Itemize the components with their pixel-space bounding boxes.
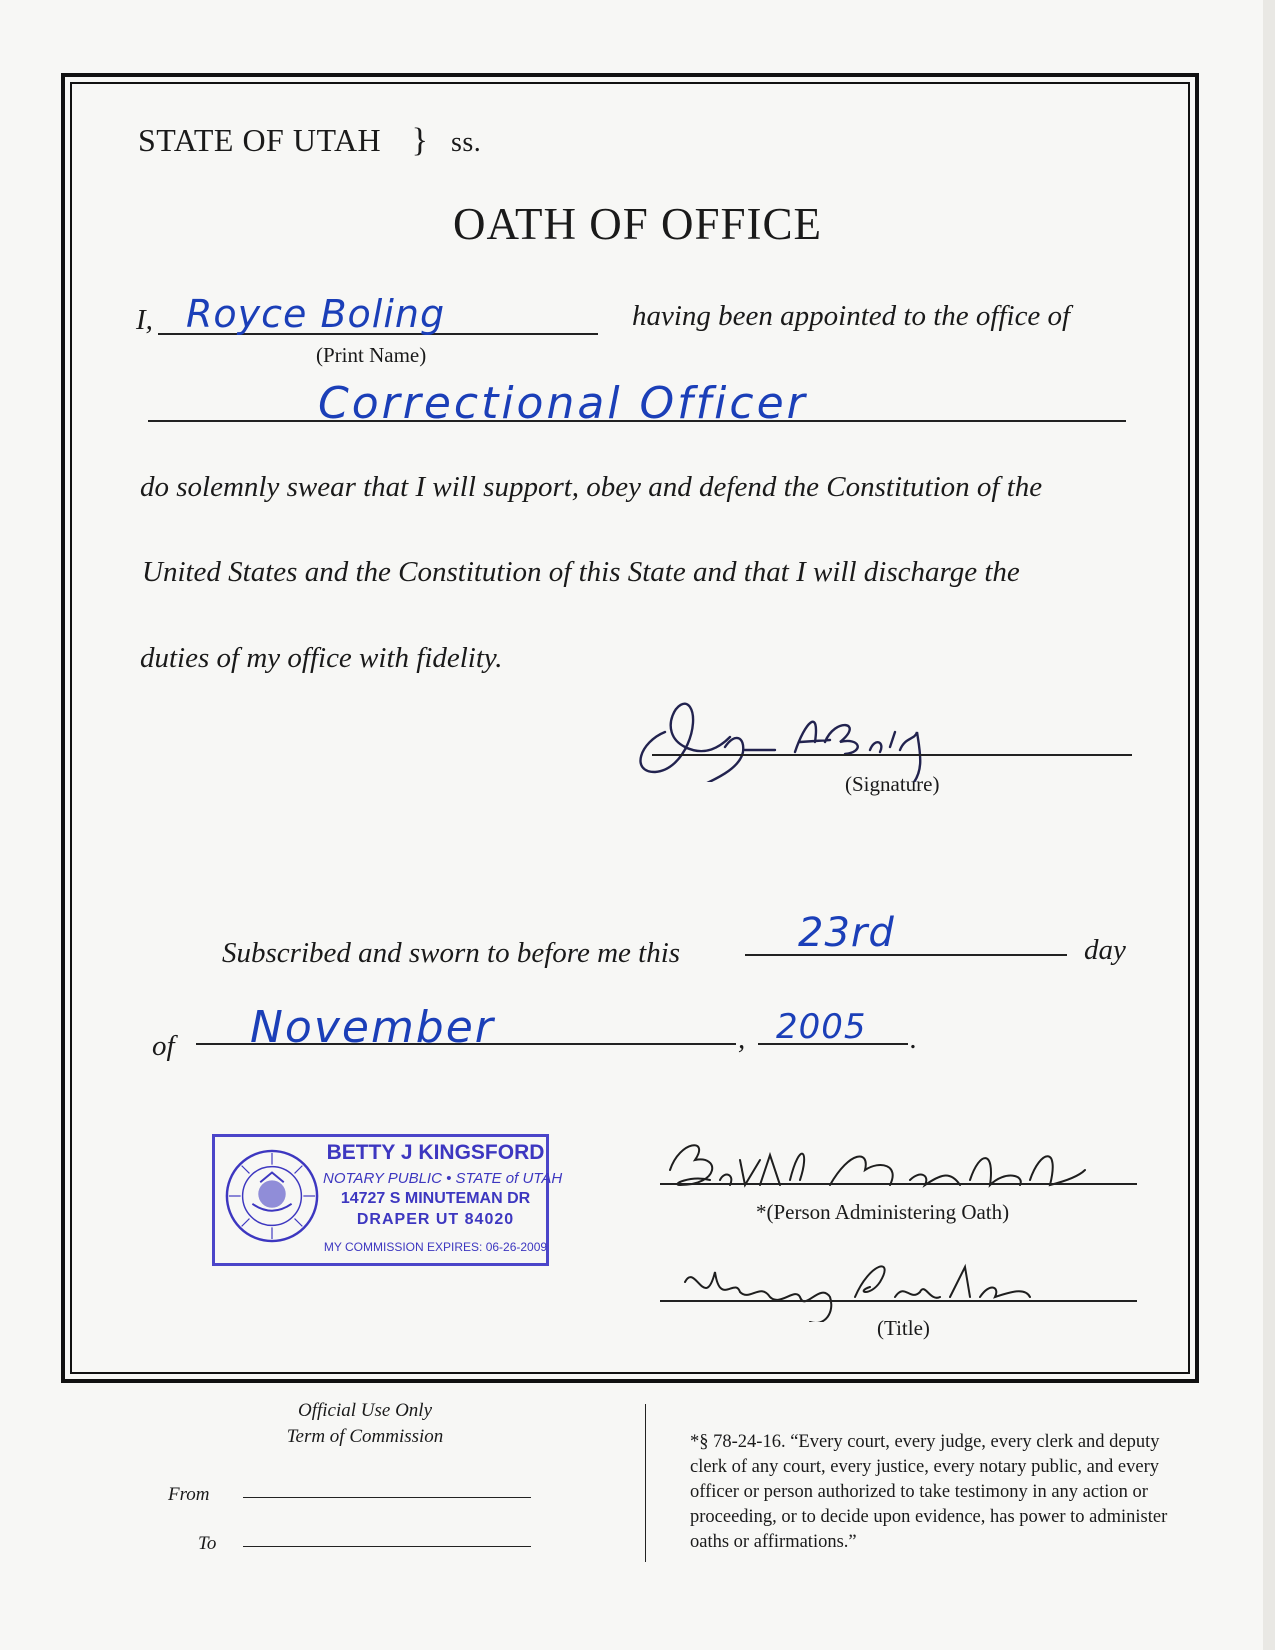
brace: } [411, 122, 429, 159]
comma: , [738, 1023, 746, 1055]
day-value: 23rd [798, 910, 895, 956]
office-value: Correctional Officer [318, 378, 808, 429]
print-name-caption: (Print Name) [316, 343, 427, 367]
title-handwriting [680, 1252, 1060, 1322]
title-caption: (Title) [877, 1316, 930, 1340]
appointed-text: having been appointed to the office of [632, 300, 1071, 332]
state-heading [138, 122, 481, 160]
oath-line-1: do solemnly swear that I will support, obey and defend the Constitution of the [140, 471, 1043, 503]
stamp-city: DRAPER UT 84020 [356, 1211, 515, 1228]
statute-note: *§ 78-24-16. “Every court, every judge, every clerk and deputy clerk of any court, every justice, every notary public, and every officer or person authorized to take testimony in any action or proceeding, or to decide upon evidence, has power to administer oaths or affirmations.” [690, 1432, 1168, 1552]
administrator-signature-scribble-icon [650, 1130, 1090, 1200]
official-use-label: Official Use Only [297, 1400, 433, 1421]
of-label: of [152, 1030, 175, 1062]
state-label: STATE OF UTAH [138, 122, 382, 158]
year-value: 2005 [776, 1007, 867, 1047]
footer-divider [645, 1404, 646, 1562]
page-title: OATH OF OFFICE [452, 199, 823, 249]
month-value: November [250, 1002, 495, 1053]
stamp-title: NOTARY PUBLIC • STATE of UTAH [323, 1170, 563, 1187]
oath-line-3: duties of my office with fidelity. [140, 642, 503, 674]
notary-stamp [212, 1134, 563, 1266]
from-line [243, 1497, 531, 1498]
signature-line [652, 754, 1132, 756]
official-use-block [255, 1398, 475, 1450]
administrator-line [660, 1183, 1137, 1185]
notary-public-scribble-icon [680, 1252, 1060, 1322]
stamp-expiry: MY COMMISSION EXPIRES: 06-26-2009 [323, 1240, 548, 1254]
day-label: day [1084, 934, 1126, 966]
signature-scribble-icon [625, 692, 955, 782]
stamp-name: BETTY J KINGSFORD [326, 1141, 545, 1164]
intro-i: I, [136, 304, 153, 336]
oath-line-2: United States and the Constitution of this State and that I will discharge the [142, 556, 1020, 588]
to-label: To [198, 1533, 217, 1554]
day-line [745, 954, 1067, 956]
sworn-text: Subscribed and sworn to before me this [222, 937, 681, 969]
title-line [660, 1300, 1137, 1302]
term-label: Term of Commission [286, 1426, 444, 1447]
signature-caption: (Signature) [845, 772, 940, 796]
administrator-caption: *(Person Administering Oath) [756, 1200, 1010, 1224]
period: . [910, 1023, 918, 1055]
print-name-value: Royce Boling [186, 292, 446, 336]
state-seal-icon [223, 1147, 321, 1245]
from-label: From [168, 1484, 210, 1505]
ss-label: ss. [450, 127, 482, 158]
administrator-signature [650, 1130, 1090, 1200]
officer-signature [625, 692, 955, 782]
stamp-address: 14727 S MINUTEMAN DR [340, 1190, 531, 1207]
to-line [243, 1546, 531, 1547]
